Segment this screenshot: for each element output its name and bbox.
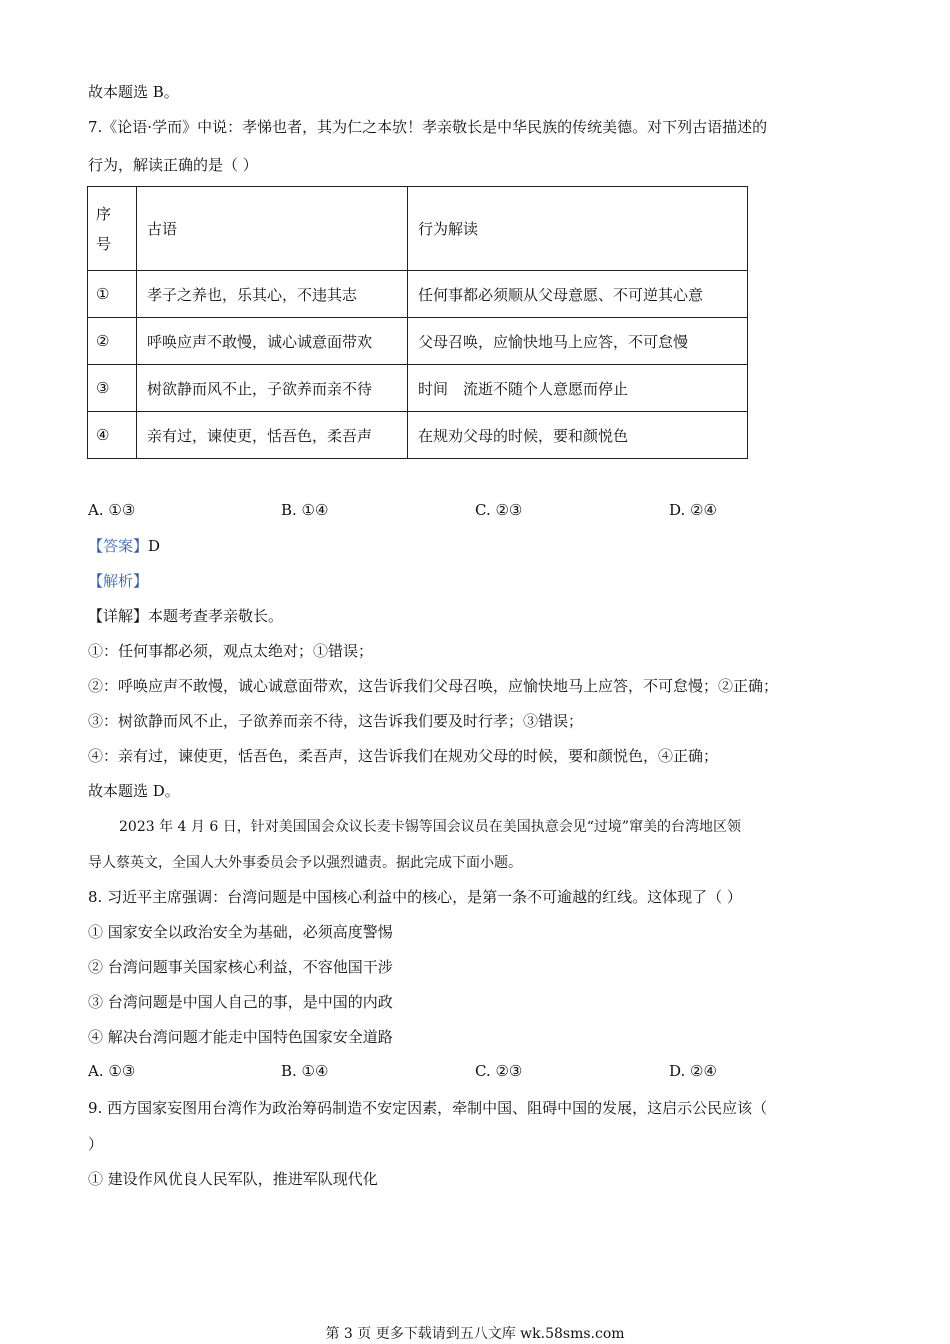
- row-interpretation: 任何事都必须顺从父母意愿、不可逆其心意: [408, 271, 748, 318]
- analysis-label: 【解析】: [88, 572, 149, 590]
- detail-line: 【详解】本题考查孝亲敬长。: [88, 607, 284, 625]
- q7-option-b: B. ①④: [281, 501, 329, 519]
- table-row: [88, 271, 748, 318]
- row-quote: 树欲静而风不止，子欲养而亲不待: [137, 365, 408, 412]
- detail-line: ①：任何事都必须，观点太绝对；①错误；: [88, 642, 374, 660]
- q7-table: [87, 186, 748, 459]
- header-interpretation: 行为解读: [408, 187, 748, 271]
- table-row: [88, 412, 748, 459]
- q8-choice: ① 国家安全以政治安全为基础，必须高度警惕: [88, 923, 393, 941]
- row-no: ②: [88, 318, 137, 365]
- page-footer: 第 3 页 更多下载请到五八文库 wk.58sms.com: [325, 1326, 625, 1342]
- q8-option-a: A. ①③: [88, 1062, 136, 1080]
- q9-stem-line2: ）: [88, 1135, 104, 1153]
- q8-choice: ③ 台湾问题是中国人自己的事，是中国的内政: [88, 993, 393, 1011]
- detail-line: ③：树欲静而风不止，子欲养而亲不待，这告诉我们要及时行孝；③错误；: [88, 712, 584, 730]
- detail-line: ④：亲有过，谏使更，恬吾色，柔吾声，这告诉我们在规劝父母的时候，要和颜悦色，④正确；: [88, 747, 719, 765]
- row-interpretation: 父母召唤，应愉快地马上应答，不可怠慢: [408, 318, 748, 365]
- header-no-line1: 序: [96, 204, 112, 223]
- header-no: [88, 187, 137, 271]
- passage-line2: 导人蔡英文，全国人大外事委员会予以强烈谴责。据此完成下面小题。: [88, 855, 522, 871]
- table-header-row: [88, 187, 748, 271]
- table-row: [88, 365, 748, 412]
- row-no: ④: [88, 412, 137, 459]
- q7-stem-line2: 行为，解读正确的是（ ）: [88, 156, 258, 174]
- q8-option-d: D. ②④: [669, 1062, 717, 1080]
- q9-choice: ① 建设作风优良人民军队，推进军队现代化: [88, 1170, 378, 1188]
- detail-line: 故本题选 D。: [88, 782, 180, 800]
- q7-answer: [88, 536, 160, 556]
- header-no-line2: 号: [96, 234, 112, 253]
- table-row: [88, 318, 748, 365]
- q7-option-d: D. ②④: [669, 501, 717, 519]
- q8-stem: 8. 习近平主席强调：台湾问题是中国核心利益中的核心，是第一条不可逾越的红线。这体现了（ ）: [88, 888, 742, 906]
- q8-choice: ④ 解决台湾问题才能走中国特色国家安全道路: [88, 1028, 393, 1046]
- detail-line: ②：呼唤应声不敢慢，诚心诚意面带欢，这告诉我们父母召唤，应愉快地马上应答，不可怠慢；②正确；: [88, 677, 779, 695]
- row-no: ①: [88, 271, 137, 318]
- answer-value: D: [148, 537, 161, 555]
- answer-label: 【答案】: [88, 537, 149, 555]
- passage-line1: 2023 年 4 月 6 日，针对美国国会众议长麦卡锡等国会议员在美国执意会见“过境”窜美的台湾地区领: [119, 819, 742, 835]
- row-quote: 孝子之养也，乐其心，不违其志: [137, 271, 408, 318]
- row-quote: 呼唤应声不敢慢，诚心诚意面带欢: [137, 318, 408, 365]
- row-interpretation: 在规劝父母的时候，要和颜悦色: [408, 412, 748, 459]
- q7-option-c: C. ②③: [475, 501, 523, 519]
- q9-stem-line1: 9. 西方国家妄图用台湾作为政治筹码制造不安定因素，牵制中国、阻碍中国的发展，这启示公民应该（: [88, 1099, 768, 1117]
- row-interpretation: 时间 流逝不随个人意愿而停止: [408, 365, 748, 412]
- q7-option-a: A. ①③: [88, 501, 136, 519]
- header-quote: 古语: [137, 187, 408, 271]
- q8-option-c: C. ②③: [475, 1062, 523, 1080]
- row-no: ③: [88, 365, 137, 412]
- q7-stem-line1: 7.《论语·学而》中说：孝悌也者，其为仁之本欤！孝亲敬长是中华民族的传统美德。对下列古语描述的: [88, 118, 768, 136]
- row-quote: 亲有过，谏使更，恬吾色，柔吾声: [137, 412, 408, 459]
- q8-choice: ② 台湾问题事关国家核心利益，不容他国干涉: [88, 958, 393, 976]
- prev-conclusion: 故本题选 B。: [88, 83, 179, 101]
- q8-option-b: B. ①④: [281, 1062, 329, 1080]
